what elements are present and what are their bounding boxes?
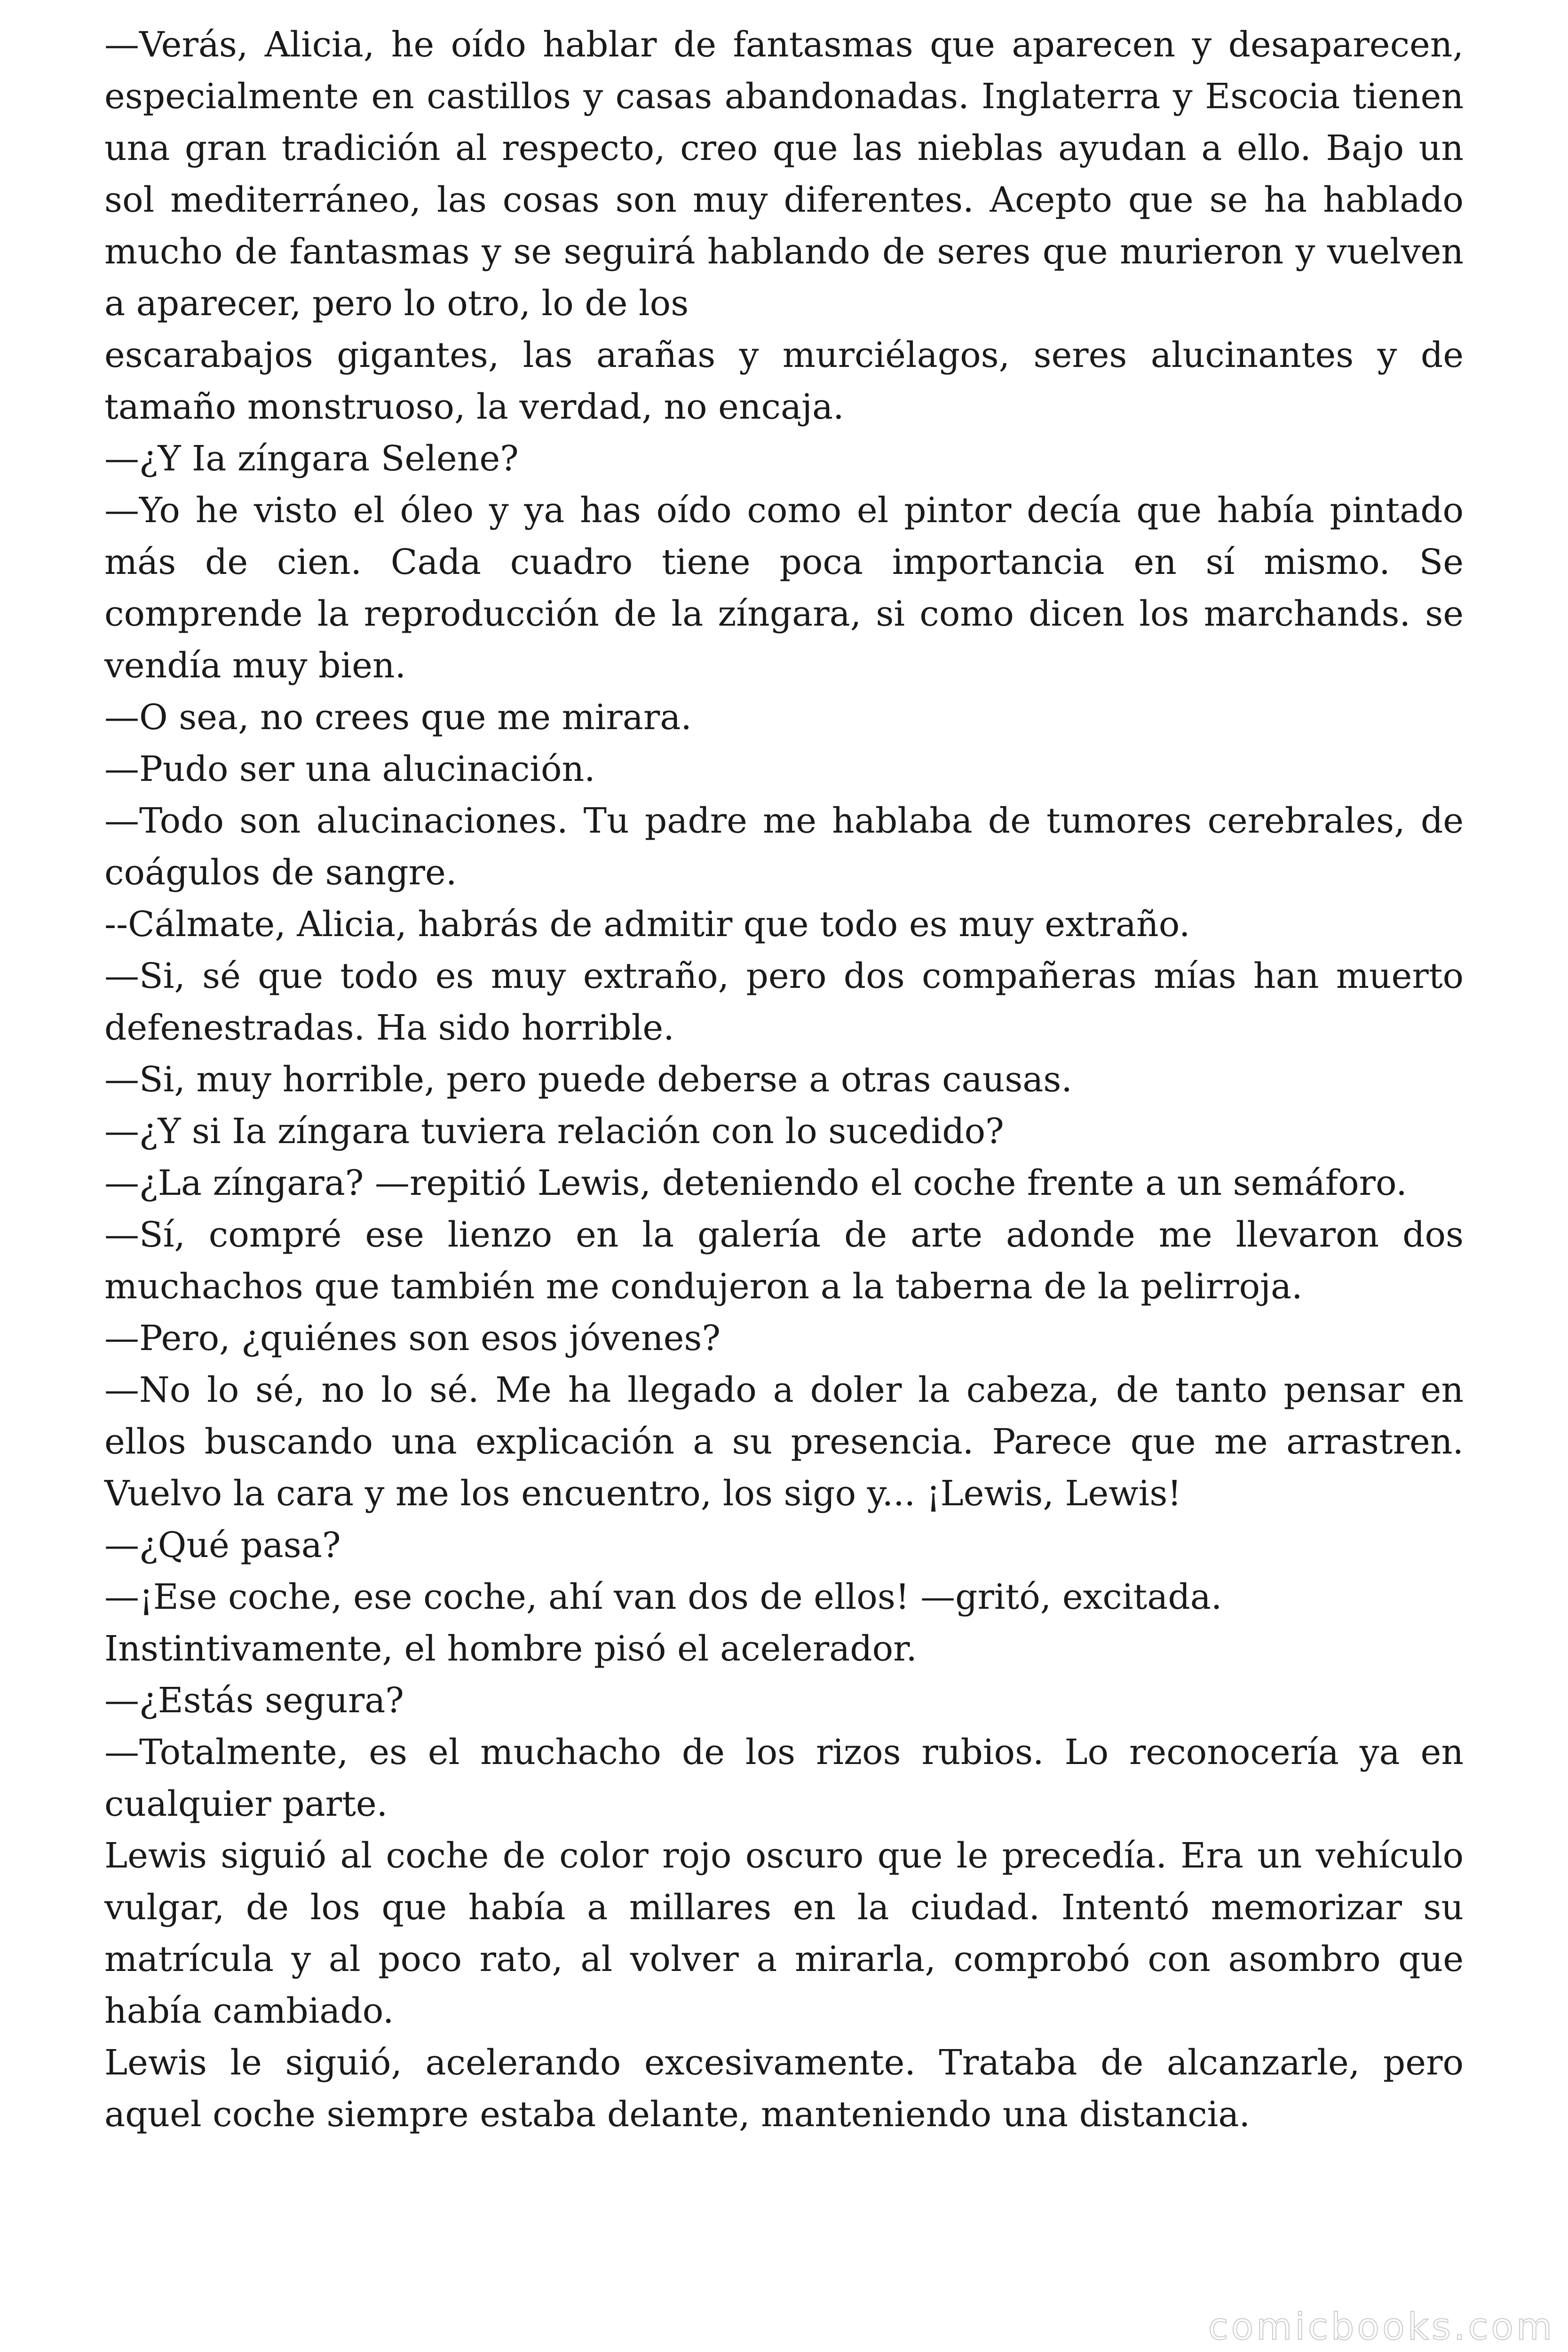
document-page <box>104 19 1464 2140</box>
paragraph: —¡Ese coche, ese coche, ahí van dos de ellos! —gritó, excitada. <box>104 1577 1222 1617</box>
paragraph: —Yo he visto el óleo y ya has oído como el pintor decía que había pintado más de cien. Cada cuadro tiene poca importancia en sí mismo. Se comprende la reproducción de la zíngara, si como dicen los marchands. se vendía muy bien. <box>104 490 1464 686</box>
paragraph: —No lo sé, no lo sé. Me ha llegado a doler la cabeza, de tanto pensar en ellos buscando una explicación a su presencia. Parece que me arrastren. Vuelvo la cara y me los encuentro, los sigo y... ¡Lewis, Lewis! <box>104 1370 1464 1514</box>
paragraph: —Pero, ¿quiénes son esos jóvenes? <box>104 1318 721 1359</box>
paragraph: Instintivamente, el hombre pisó el acelerador. <box>104 1629 917 1669</box>
paragraph: escarabajos gigantes, las arañas y murciélagos, seres alucinantes y de tamaño monstruoso, la verdad, no encaja. <box>104 335 1464 427</box>
paragraph: —Pudo ser una alucinación. <box>104 749 595 789</box>
paragraph: --Cálmate, Alicia, habrás de admitir que todo es muy extraño. <box>104 904 1190 945</box>
paragraph: —Si, sé que todo es muy extraño, pero dos compañeras mías han muerto defenestradas. Ha sido horrible. <box>104 956 1464 1048</box>
paragraph: Lewis siguió al coche de color rojo oscuro que le precedía. Era un vehículo vulgar, de los que había a millares en la ciudad. Intentó memorizar su matrícula y al poco rato, al volver a mirarla, comprobó con asombro que había cambiado. <box>104 1836 1464 2031</box>
paragraph: —Totalmente, es el muchacho de los rizos rubios. Lo reconocería ya en cualquier parte. <box>104 1732 1464 1824</box>
watermark: comicbooks.com <box>1208 2306 1555 2348</box>
paragraph: —Si, muy horrible, pero puede deberse a otras causas. <box>104 1059 1072 1100</box>
paragraph: —Todo son alucinaciones. Tu padre me hablaba de tumores cerebrales, de coágulos de sangre. <box>104 801 1464 893</box>
paragraph: Lewis le siguió, acelerando excesivamente. Trataba de alcanzarle, pero aquel coche siempre estaba delante, manteniendo una distancia. <box>104 2042 1464 2135</box>
paragraph: —¿La zíngara? —repitió Lewis, deteniendo el coche frente a un semáforo. <box>104 1163 1407 1203</box>
paragraph: —¿Qué pasa? <box>104 1525 341 1565</box>
paragraph: —O sea, no crees que me mirara. <box>104 697 692 738</box>
paragraph: —¿Estás segura? <box>104 1680 404 1721</box>
paragraph: —¿Y Ia zíngara Selene? <box>104 438 519 479</box>
paragraph: —¿Y si Ia zíngara tuviera relación con lo sucedido? <box>104 1111 1004 1152</box>
paragraph: —Sí, compré ese lienzo en la galería de arte adonde me llevaron dos muchachos que también me condujeron a la taberna de la pelirroja. <box>104 1215 1464 1307</box>
paragraph: —Verás, Alicia, he oído hablar de fantasmas que aparecen y desaparecen, especialmente en castillos y casas abandonadas. Inglaterra y Escocia tienen una gran tradición al respecto, creo que las nieblas ayudan a ello. Bajo un sol mediterráneo, las cosas son muy diferentes. Acepto que se ha hablado mucho de fantasmas y se seguirá hablando de seres que murieron y vuelven a aparecer, pero lo otro, lo de los <box>104 24 1464 324</box>
